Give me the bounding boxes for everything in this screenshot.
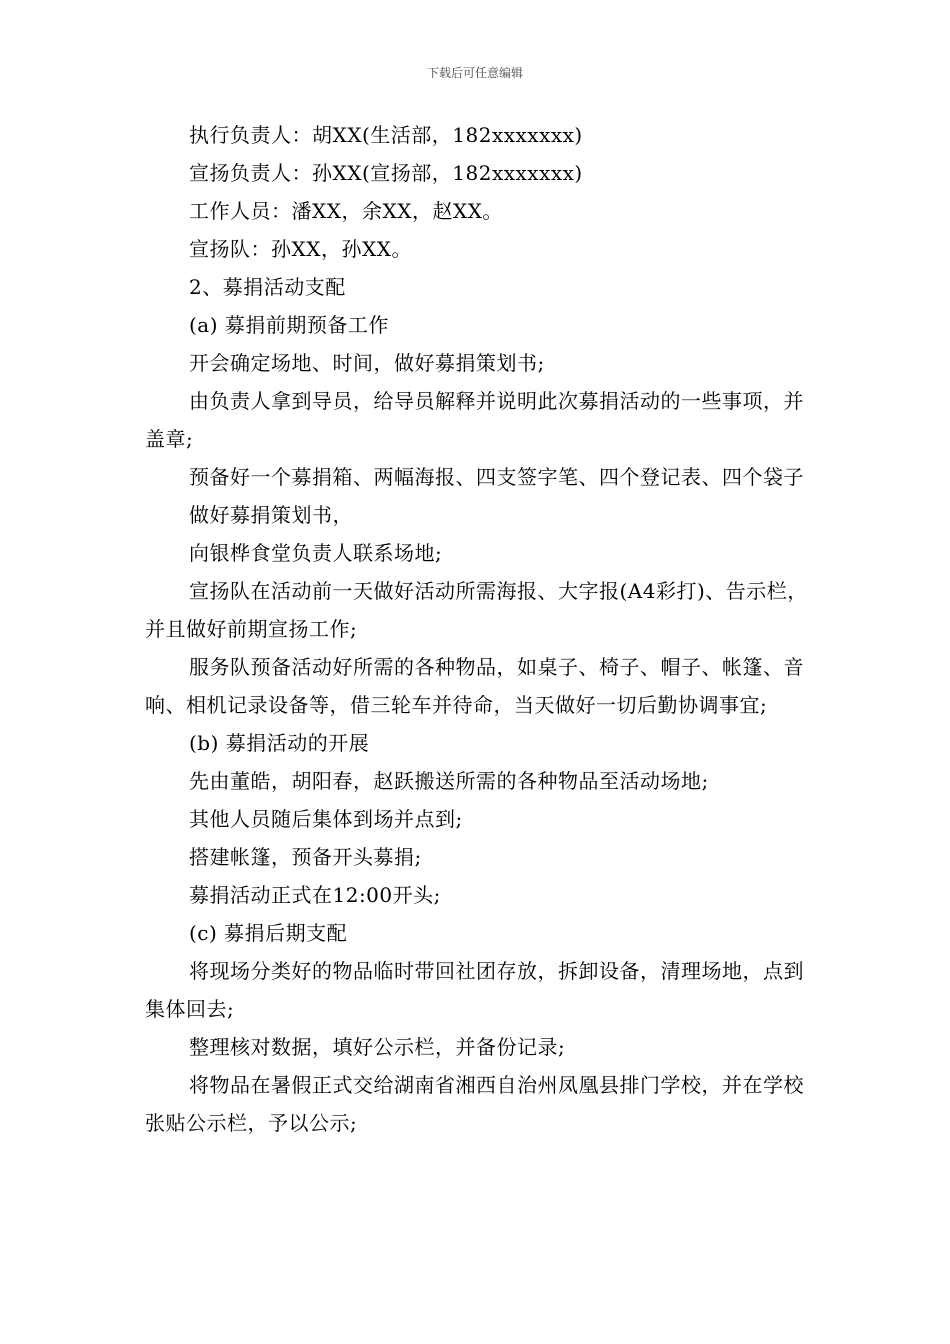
paragraph-followup-3: 将物品在暑假正式交给湖南省湘西自治州凤凰县排门学校，并在学校张贴公示栏，予以公示; xyxy=(145,1073,804,1135)
paragraph-prep-7: 服务队预备活动好所需的各种物品，如桌子、椅子、帽子、帐篷、音响、相机记录设备等，借三轮车并待命，当天做好一切后勤协调事宜; xyxy=(145,655,804,717)
subheading-preparation: (a) 募捐前期预备工作 xyxy=(189,313,389,337)
paragraph-prep-2: 由负责人拿到导员，给导员解释并说明此次募捐活动的一些事项，并盖章; xyxy=(145,389,804,451)
paragraph-exec-1: 先由董皓，胡阳春，赵跃搬送所需的各种物品至活动场地; xyxy=(189,769,709,793)
paragraph-prep-4: 做好募捐策划书， xyxy=(189,503,353,527)
page-header: 下载后可任意编辑 xyxy=(426,66,523,80)
paragraph-staff: 工作人员：潘XX，余XX，赵XX。 xyxy=(189,199,503,223)
paragraph-prep-5: 向银桦食堂负责人联系场地; xyxy=(189,541,443,565)
document-body xyxy=(145,116,813,1142)
subheading-followup: (c) 募捐后期支配 xyxy=(189,921,348,945)
paragraph-exec-lead: 执行负责人：胡XX(生活部，182xxxxxxx) xyxy=(189,123,583,147)
subheading-execution: (b) 募捐活动的开展 xyxy=(189,731,370,755)
paragraph-promo-lead: 宣扬负责人：孙XX(宣扬部，182xxxxxxx) xyxy=(189,161,583,185)
paragraph-exec-4: 募捐活动正式在12:00开头; xyxy=(189,883,441,907)
paragraph-exec-3: 搭建帐篷，预备开头募捐; xyxy=(189,845,422,869)
paragraph-prep-3: 预备好一个募捐箱、两幅海报、四支签字笔、四个登记表、四个袋子 xyxy=(189,465,804,489)
paragraph-prep-6: 宣扬队在活动前一天做好活动所需海报、大字报(A4彩打)、告示栏，并且做好前期宣扬工作; xyxy=(145,579,808,641)
section-heading-arrangement: 2、募捐活动支配 xyxy=(189,275,346,299)
paragraph-exec-2: 其他人员随后集体到场并点到; xyxy=(189,807,463,831)
paragraph-followup-2: 整理核对数据，填好公示栏，并备份记录; xyxy=(189,1035,566,1059)
paragraph-followup-1: 将现场分类好的物品临时带回社团存放，拆卸设备，清理场地，点到集体回去; xyxy=(145,959,804,1021)
paragraph-prep-1: 开会确定场地、时间，做好募捐策划书; xyxy=(189,351,545,375)
paragraph-promo-team: 宣扬队：孙XX，孙XX。 xyxy=(189,237,412,261)
